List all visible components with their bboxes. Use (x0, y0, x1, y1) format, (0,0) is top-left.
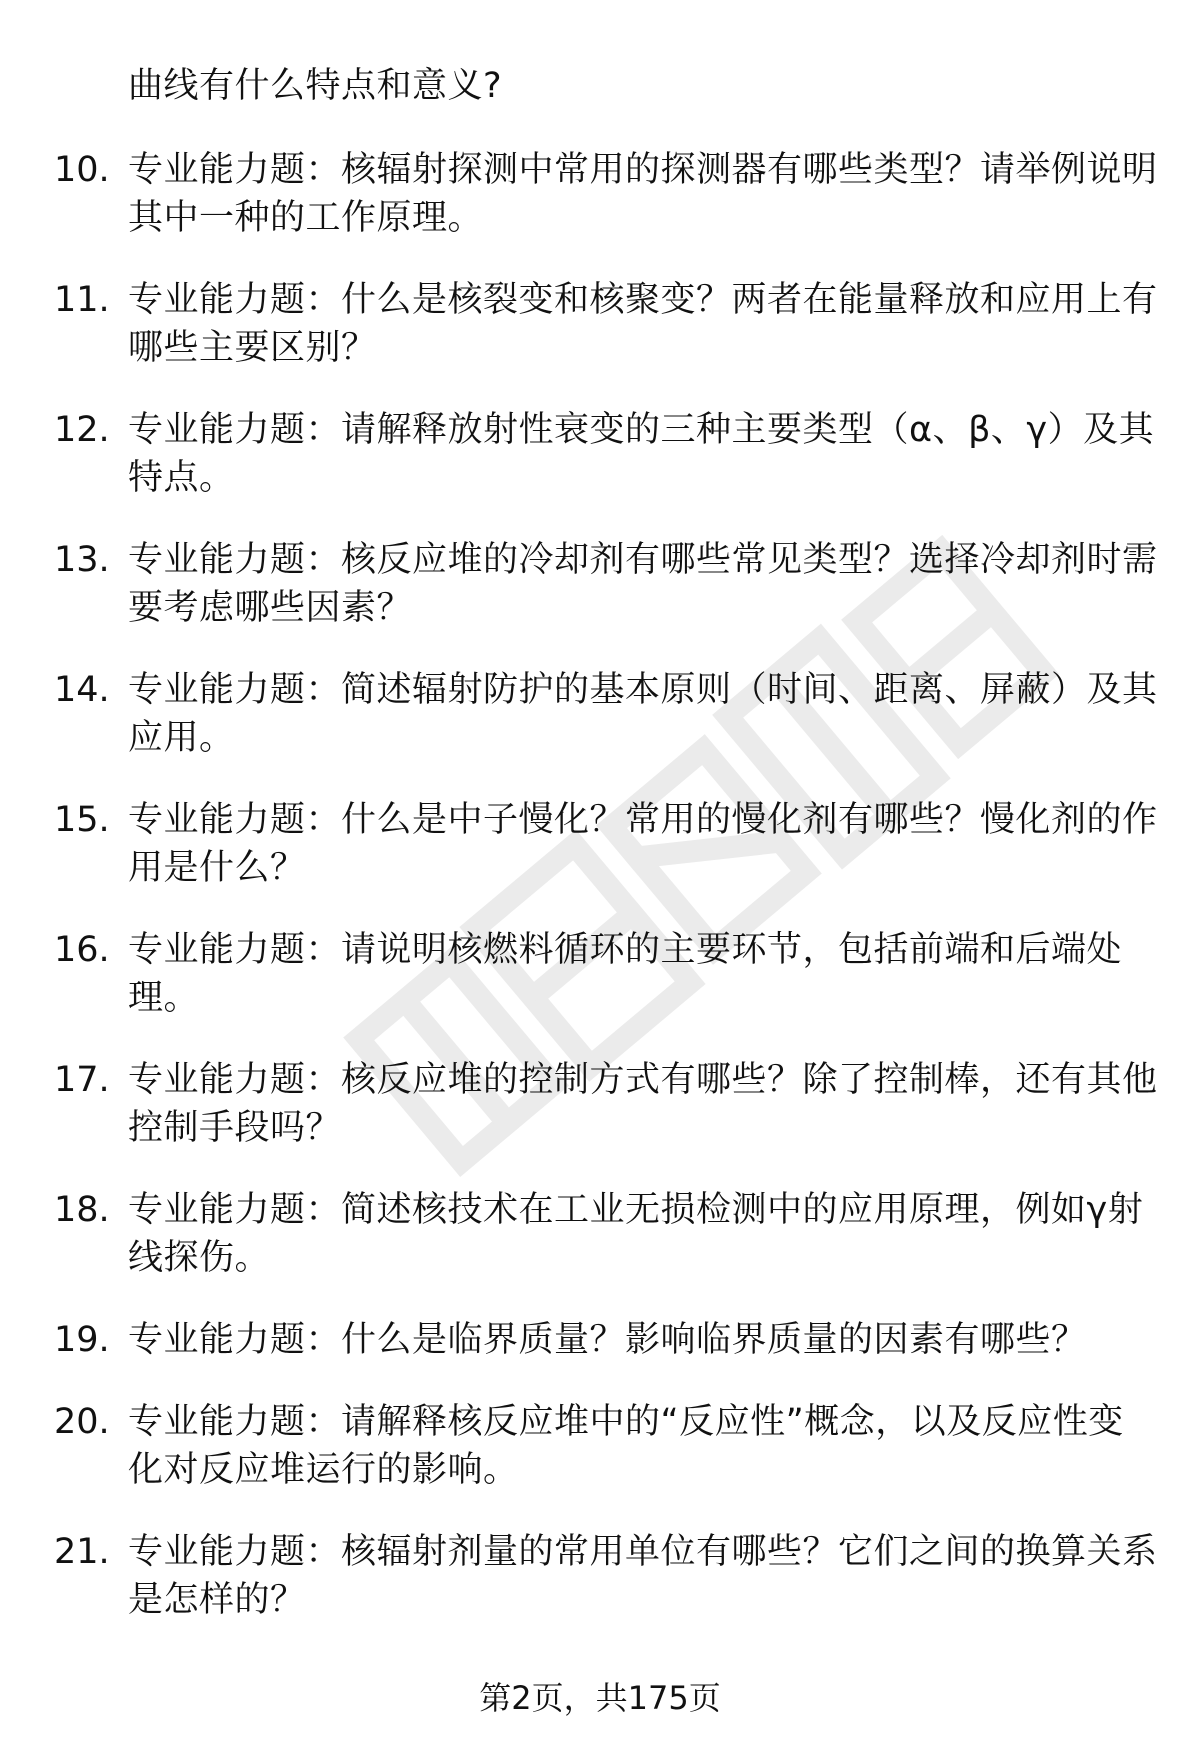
question-text: 专业能力题：核反应堆的控制方式有哪些？除了控制棒，还有其他控制手段吗？ (128, 1060, 1158, 1148)
question-item (0, 146, 1200, 276)
question-number: 19. (54, 1320, 110, 1360)
question-text: 专业能力题：什么是临界质量？影响临界质量的因素有哪些？ (128, 1320, 1087, 1360)
question-text: 专业能力题：核辐射剂量的常用单位有哪些？它们之间的换算关系是怎样的？ (128, 1532, 1158, 1620)
question-item (0, 1316, 1200, 1398)
question-item (0, 666, 1200, 796)
question-text: 专业能力题：简述辐射防护的基本原则（时间、距离、屏蔽）及其应用。 (128, 670, 1158, 758)
question-number: 16. (54, 930, 110, 970)
question-item (0, 1398, 1200, 1528)
question-item (0, 1528, 1200, 1658)
question-text: 专业能力题：请说明核燃料循环的主要环节，包括前端和后端处理。 (128, 930, 1123, 1018)
page-footer: 第2页，共175页 (479, 1679, 721, 1717)
question-number: 18. (54, 1190, 110, 1230)
question-item (0, 406, 1200, 536)
question-list (0, 146, 1200, 1658)
question-number: 11. (54, 280, 110, 320)
question-text: 专业能力题：什么是中子慢化？常用的慢化剂有哪些？慢化剂的作用是什么？ (128, 800, 1158, 888)
question-text: 专业能力题：简述核技术在工业无损检测中的应用原理，例如γ射线探伤。 (128, 1190, 1144, 1278)
question-item (0, 276, 1200, 406)
question-item (0, 536, 1200, 666)
question-text: 专业能力题：什么是核裂变和核聚变？两者在能量释放和应用上有哪些主要区别？ (128, 280, 1158, 368)
question-text: 专业能力题：核辐射探测中常用的探测器有哪些类型？请举例说明其中一种的工作原理。 (128, 150, 1158, 238)
question-text: 专业能力题：核反应堆的冷却剂有哪些常见类型？选择冷却剂时需要考虑哪些因素？ (128, 540, 1158, 628)
question-item (0, 1056, 1200, 1186)
question-item (0, 926, 1200, 1056)
question-number: 13. (54, 540, 110, 580)
continuation-text: 曲线有什么特点和意义? (128, 66, 503, 106)
question-text: 专业能力题：请解释放射性衰变的三种主要类型（α、β、γ）及其特点。 (128, 410, 1155, 498)
question-number: 12. (54, 410, 110, 450)
question-item (0, 796, 1200, 926)
question-number: 15. (54, 800, 110, 840)
question-item (0, 1186, 1200, 1316)
question-number: 10. (54, 150, 110, 190)
question-number: 14. (54, 670, 110, 710)
question-number: 21. (54, 1532, 110, 1572)
question-text: 专业能力题：请解释核反应堆中的“反应性”概念，以及反应性变化对反应堆运行的影响。 (128, 1402, 1124, 1490)
question-number: 20. (54, 1402, 110, 1442)
question-number: 17. (54, 1060, 110, 1100)
